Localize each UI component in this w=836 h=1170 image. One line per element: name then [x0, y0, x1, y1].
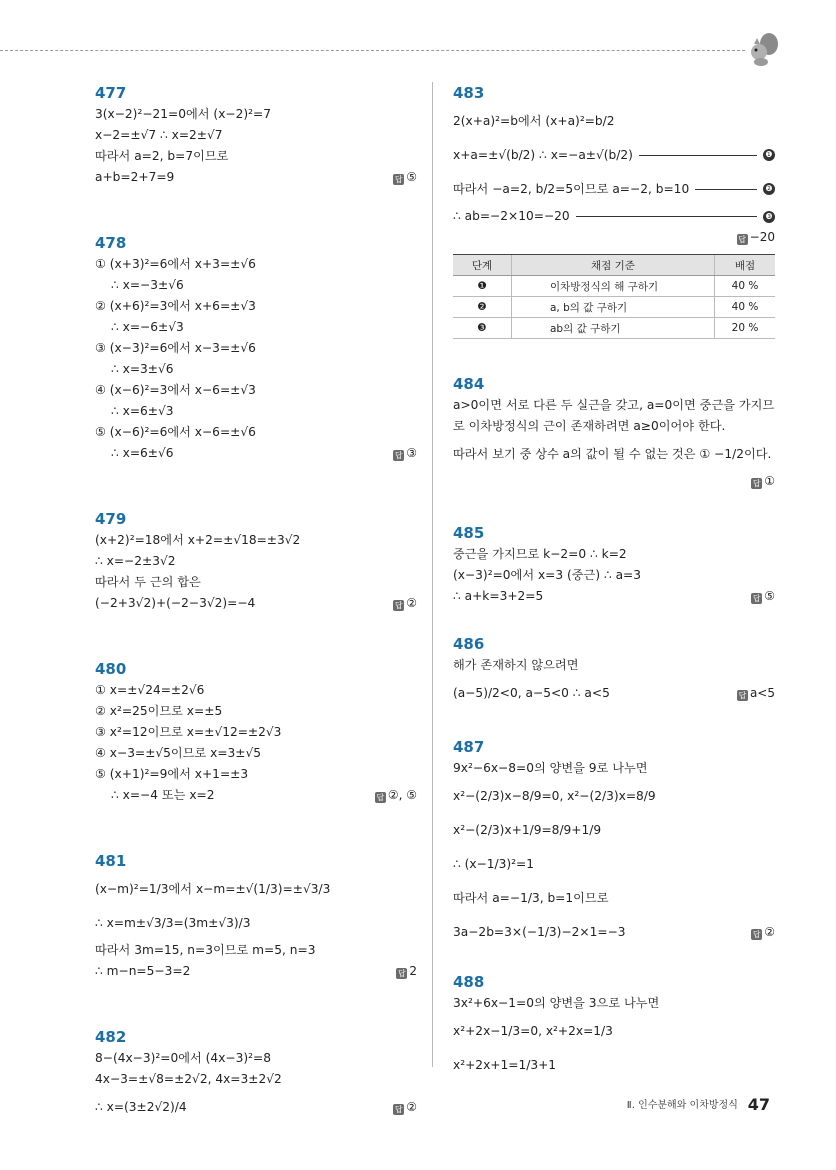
solution-line: ∴ x=−6±√3	[111, 320, 184, 334]
solution-line: 중근을 가지므로 k−2=0 ∴ k=2	[453, 547, 627, 561]
answer-value: 2	[409, 964, 417, 978]
answer-icon: 답	[394, 1105, 403, 1114]
rubric-step: ❶	[453, 276, 512, 297]
solution-line: 3x²+6x−1=0의 양변을 3으로 나누면	[453, 996, 660, 1010]
solution-line: 4x−3=±√8=±2√2, 4x=3±2√2	[95, 1072, 282, 1086]
answer-box	[737, 227, 775, 248]
problem-483	[453, 82, 775, 339]
solution-line: 따라서 두 근의 합은	[95, 575, 201, 589]
problem-number: 487	[453, 738, 485, 756]
answer-box	[393, 593, 417, 614]
solution-line: a>0이면 서로 다른 두 실근을 갖고, a=0이면 중근을 가지므	[453, 398, 775, 412]
solution-line: 8−(4x−3)²=0에서 (4x−3)²=8	[95, 1051, 271, 1065]
problem-number: 485	[453, 524, 485, 542]
rubric-row	[453, 297, 775, 318]
header-dashed-rule	[0, 50, 745, 51]
solution-line: 로 이차방정식의 근이 존재하려면 a≥0이어야 한다.	[453, 419, 726, 433]
answer-icon: 답	[738, 691, 747, 700]
solution-line: 따라서 보기 중 상수 a의 값이 될 수 없는 것은 ① −1/2이다.	[453, 447, 772, 461]
problem-485	[453, 522, 775, 607]
solution-line: x−2=±√7 ∴ x=2±√7	[95, 128, 223, 142]
rubric-points: 40 %	[715, 297, 776, 318]
answer-box	[751, 586, 775, 607]
answer-value: ②	[406, 1100, 417, 1114]
problem-482	[95, 1026, 417, 1124]
answer-box	[751, 471, 775, 492]
solution-text: 따라서 −a=2, b/2=5이므로 a=−2, b=10	[453, 182, 690, 196]
page-footer	[620, 1095, 770, 1114]
rubric-step: ❸	[453, 318, 512, 339]
answer-icon: 답	[394, 451, 403, 460]
solution-line	[453, 915, 775, 949]
answer-box	[396, 961, 417, 982]
solution-line: ⑤ (x−6)²=6에서 x−6=±√6	[95, 425, 256, 439]
solution-line: ⑤ (x+1)²=9에서 x+1=±3	[95, 767, 249, 781]
leader-rule	[576, 216, 757, 217]
solution-line: ① x=±√24=±2√6	[95, 683, 205, 697]
solution-line	[453, 586, 775, 607]
left-column	[95, 82, 417, 1124]
solution-line: ③ x²=12이므로 x=±√12=±2√3	[95, 725, 282, 739]
rubric-points: 40 %	[715, 276, 776, 297]
rubric-header-row	[453, 255, 775, 276]
solution-line: ∴ x=m±√3/3=(3m±√3)/3	[95, 916, 251, 930]
answer-value: ⑤	[406, 170, 417, 184]
problem-number: 478	[95, 234, 127, 252]
solution-line: x²−(2/3)x−8/9=0, x²−(2/3)x=8/9	[453, 789, 656, 803]
solution-text: a+b=2+7=9	[95, 170, 175, 184]
rubric-header-points: 배점	[715, 255, 776, 276]
rubric-criteria: 이차방정식의 해 구하기	[512, 276, 715, 297]
chapter-title: Ⅱ. 인수분해와 이차방정식	[626, 1100, 738, 1111]
answer-line	[453, 227, 775, 248]
solution-text: ∴ x=6±√6	[111, 446, 174, 460]
problem-number: 477	[95, 84, 127, 102]
answer-box	[393, 443, 417, 464]
answer-value: ②, ⑤	[387, 788, 417, 802]
solution-text: ∴ m−n=5−3=2	[95, 964, 191, 978]
solution-text: ∴ x=(3±2√2)/4	[95, 1100, 187, 1114]
leader-rule	[639, 155, 757, 156]
solution-line: 따라서 a=2, b=7이므로	[95, 149, 229, 163]
solution-line: 2(x+a)²=b에서 (x+a)²=b/2	[453, 114, 615, 128]
solution-line: ③ (x−3)²=6에서 x−3=±√6	[95, 341, 256, 355]
solution-line	[95, 961, 417, 982]
solution-line	[453, 206, 775, 227]
rubric-header-step: 단계	[453, 255, 512, 276]
solution-line	[453, 172, 775, 206]
answer-icon: 답	[394, 601, 403, 610]
answer-value: ③	[406, 446, 417, 460]
answer-box	[393, 1090, 417, 1124]
scoring-rubric-table	[453, 254, 775, 339]
answer-line	[453, 471, 775, 492]
rubric-row	[453, 276, 775, 297]
problem-488	[453, 971, 775, 1082]
solution-text: ∴ ab=−2×10=−20	[453, 209, 570, 223]
solution-text: (−2+3√2)+(−2−3√2)=−4	[95, 596, 256, 610]
solution-line: ② x²=25이므로 x=±5	[95, 704, 223, 718]
solution-line	[95, 443, 417, 464]
problem-number: 479	[95, 510, 127, 528]
answer-box	[737, 676, 775, 710]
solution-line: x²+2x+1=1/3+1	[453, 1058, 557, 1072]
problem-number: 486	[453, 635, 485, 653]
step-marker: ❶	[763, 149, 775, 161]
solution-line	[95, 167, 417, 188]
answer-value: −20	[749, 230, 775, 244]
answer-value: ②	[764, 925, 775, 939]
rubric-criteria: a, b의 값 구하기	[512, 297, 715, 318]
problem-477	[95, 82, 417, 188]
answer-box	[375, 785, 417, 806]
solution-line: x²+2x−1/3=0, x²+2x=1/3	[453, 1024, 613, 1038]
rubric-header-criteria: 채점 기준	[512, 255, 715, 276]
solution-line: ∴ x=6±√3	[111, 404, 174, 418]
answer-value: a<5	[749, 686, 775, 700]
page-number: 47	[747, 1095, 770, 1114]
column-divider	[432, 82, 433, 1067]
solution-line	[453, 138, 775, 172]
problem-number: 481	[95, 852, 127, 870]
solution-line: ④ x−3=±√5이므로 x=3±√5	[95, 746, 262, 760]
problem-number: 482	[95, 1028, 127, 1046]
answer-icon: 답	[394, 175, 403, 184]
problem-480	[95, 658, 417, 806]
problem-487	[453, 736, 775, 949]
solution-line: ④ (x−6)²=3에서 x−6=±√3	[95, 383, 256, 397]
answer-value: ①	[764, 474, 775, 488]
solution-line: ∴ x=3±√6	[111, 362, 174, 376]
solution-text: ∴ x=−4 또는 x=2	[111, 788, 215, 802]
solution-line: 따라서 a=−1/3, b=1이므로	[453, 891, 609, 905]
squirrel-mascot-icon	[744, 30, 784, 70]
rubric-row	[453, 318, 775, 339]
problem-number: 483	[453, 84, 485, 102]
leader-rule	[695, 189, 757, 190]
solution-line: x²−(2/3)x+1/9=8/9+1/9	[453, 823, 602, 837]
rubric-points: 20 %	[715, 318, 776, 339]
solution-text: (a−5)/2<0, a−5<0 ∴ a<5	[453, 686, 610, 700]
solution-line: ∴ x=−2±3√2	[95, 554, 176, 568]
solution-line: 9x²−6x−8=0의 양변을 9로 나누면	[453, 761, 648, 775]
problem-486	[453, 633, 775, 710]
answer-icon: 답	[752, 479, 761, 488]
solution-text: x+a=±√(b/2) ∴ x=−a±√(b/2)	[453, 148, 633, 162]
solution-line: ∴ (x−1/3)²=1	[453, 857, 535, 871]
rubric-step: ❷	[453, 297, 512, 318]
solution-line	[95, 785, 417, 806]
solution-line: (x+2)²=18에서 x+2=±√18=±3√2	[95, 533, 301, 547]
solution-line	[95, 593, 417, 614]
answer-box	[393, 167, 417, 188]
problem-number: 480	[95, 660, 127, 678]
answer-icon: 답	[752, 594, 761, 603]
answer-icon: 답	[397, 969, 406, 978]
rubric-criteria: ab의 값 구하기	[512, 318, 715, 339]
solution-text: ∴ a+k=3+2=5	[453, 589, 544, 603]
answer-value: ②	[406, 596, 417, 610]
problem-number: 488	[453, 973, 485, 991]
answer-icon: 답	[376, 793, 385, 802]
answer-icon: 답	[752, 930, 761, 939]
solution-line: 해가 존재하지 않으려면	[453, 658, 579, 672]
right-column	[453, 82, 775, 1082]
solution-line: ① (x+3)²=6에서 x+3=±√6	[95, 257, 256, 271]
solution-line	[95, 1090, 417, 1124]
problem-number: 484	[453, 375, 485, 393]
problem-479	[95, 508, 417, 614]
answer-value: ⑤	[764, 589, 775, 603]
problem-484	[453, 373, 775, 492]
answer-box	[751, 915, 775, 949]
solution-line: (x−3)²=0에서 x=3 (중근) ∴ a=3	[453, 568, 642, 582]
problem-481	[95, 850, 417, 982]
solution-line	[453, 676, 775, 710]
solution-line: (x−m)²=1/3에서 x−m=±√(1/3)=±√3/3	[95, 882, 331, 896]
solution-text: 3a−2b=3×(−1/3)−2×1=−3	[453, 925, 626, 939]
step-marker: ❸	[763, 211, 775, 223]
solution-line: ② (x+6)²=3에서 x+6=±√3	[95, 299, 256, 313]
solution-line: ∴ x=−3±√6	[111, 278, 184, 292]
step-marker: ❷	[763, 183, 775, 195]
answer-icon: 답	[738, 235, 747, 244]
solution-line: 따라서 3m=15, n=3이므로 m=5, n=3	[95, 943, 316, 957]
problem-478	[95, 232, 417, 464]
solution-line: 3(x−2)²−21=0에서 (x−2)²=7	[95, 107, 271, 121]
